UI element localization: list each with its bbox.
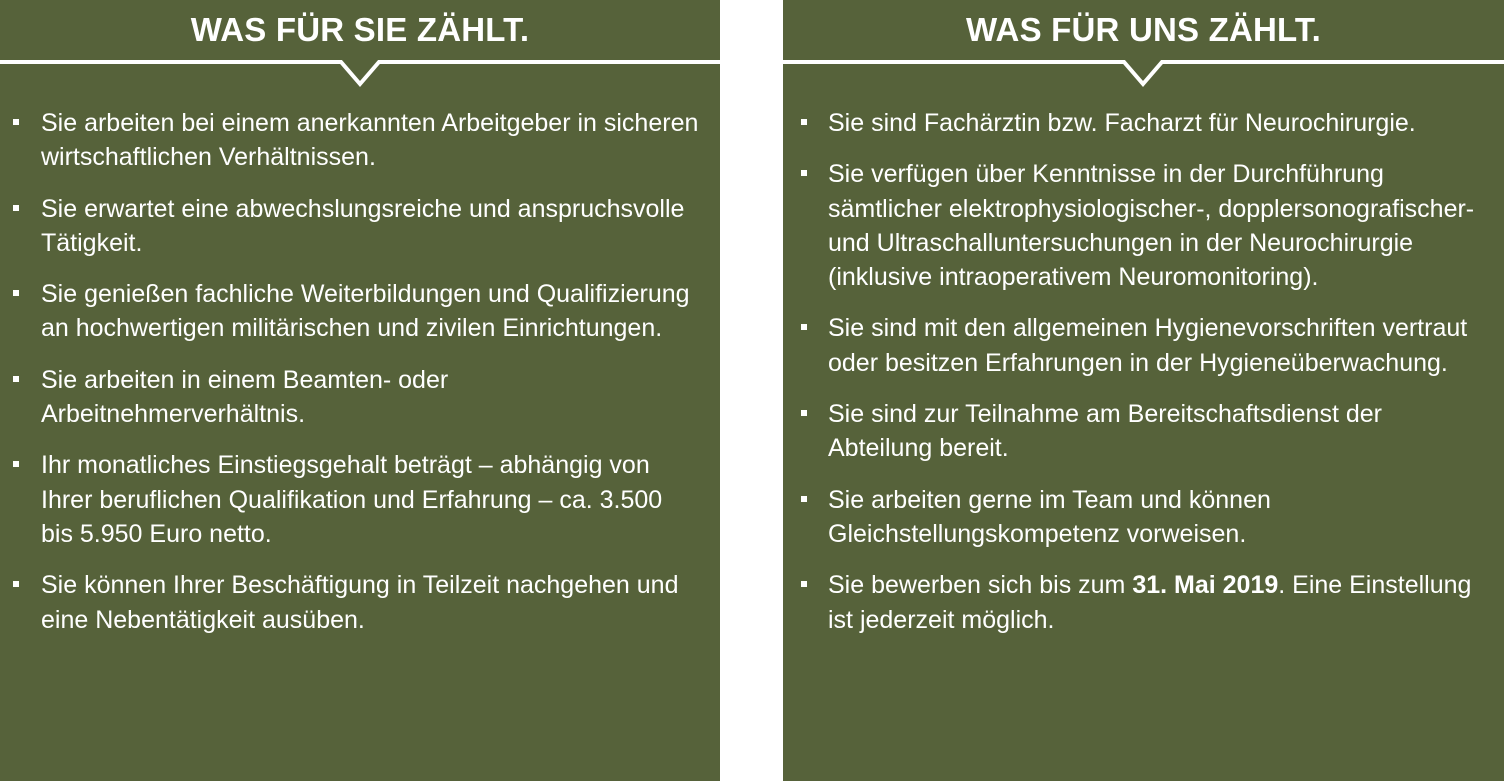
bullet-icon bbox=[801, 496, 807, 502]
left-panel bbox=[0, 0, 720, 781]
left-divider-chevron bbox=[0, 59, 720, 89]
right-panel bbox=[783, 0, 1504, 781]
list-item: Sie erwartet eine abwechslungsreiche und anspruchsvolle Tätigkeit. bbox=[41, 192, 700, 261]
list-item-deadline: Sie bewerben sich bis zum 31. Mai 2019. Eine Einstellung ist jederzeit möglich. bbox=[828, 568, 1484, 637]
bullet-icon bbox=[13, 461, 19, 467]
list-item: Ihr monatliches Einstiegsgehalt beträgt – abhängig von Ihrer beruflichen Qualifikation und Erfahrung – ca. 3.500 bis 5.950 Euro netto. bbox=[41, 448, 700, 551]
left-panel-title: WAS FÜR SIE ZÄHLT. bbox=[190, 11, 530, 48]
bullet-icon bbox=[13, 205, 19, 211]
list-item: Sie können Ihrer Beschäftigung in Teilzeit nachgehen und eine Nebentätigkeit ausüben. bbox=[41, 568, 700, 637]
bullet-icon bbox=[13, 581, 19, 587]
list-item: Sie sind mit den allgemeinen Hygienevorschriften vertraut oder besitzen Erfahrungen in der Hygieneüberwachung. bbox=[828, 311, 1484, 380]
bullet-icon bbox=[801, 170, 807, 176]
bullet-icon bbox=[801, 581, 807, 587]
list-item: Sie arbeiten in einem Beamten- oder Arbeitnehmerverhältnis. bbox=[41, 363, 700, 432]
left-benefits-list bbox=[0, 106, 720, 654]
list-item: Sie sind zur Teilnahme am Bereitschaftsdienst der Abteilung bereit. bbox=[828, 397, 1484, 466]
right-panel-header bbox=[783, 0, 1504, 64]
bullet-icon bbox=[13, 376, 19, 382]
bullet-icon bbox=[13, 119, 19, 125]
list-item: Sie arbeiten bei einem anerkannten Arbeitgeber in sicheren wirtschaftlichen Verhältnissen. bbox=[41, 106, 700, 175]
bullet-icon bbox=[801, 410, 807, 416]
left-panel-header bbox=[0, 0, 720, 64]
list-item: Sie genießen fachliche Weiterbildungen und Qualifizierung an hochwertigen militärischen und zivilen Einrichtungen. bbox=[41, 277, 700, 346]
bullet-icon bbox=[13, 290, 19, 296]
list-item: Sie verfügen über Kenntnisse in der Durchführung sämtlicher elektrophysiologischer-, dopplersonografischer- und Ultraschalluntersuchungen in der Neurochirurgie (inklusive intraoperativem Neuromonitoring). bbox=[828, 157, 1484, 294]
right-requirements-list bbox=[783, 106, 1504, 654]
bullet-icon bbox=[801, 324, 807, 330]
right-panel-title: WAS FÜR UNS ZÄHLT. bbox=[966, 11, 1321, 48]
bullet-icon bbox=[801, 119, 807, 125]
list-item: Sie arbeiten gerne im Team und können Gleichstellungskompetenz vorweisen. bbox=[828, 483, 1484, 552]
right-divider-chevron bbox=[783, 59, 1504, 89]
application-deadline: 31. Mai 2019 bbox=[1132, 571, 1279, 600]
list-item: Sie sind Fachärztin bzw. Facharzt für Neurochirurgie. bbox=[828, 106, 1484, 140]
